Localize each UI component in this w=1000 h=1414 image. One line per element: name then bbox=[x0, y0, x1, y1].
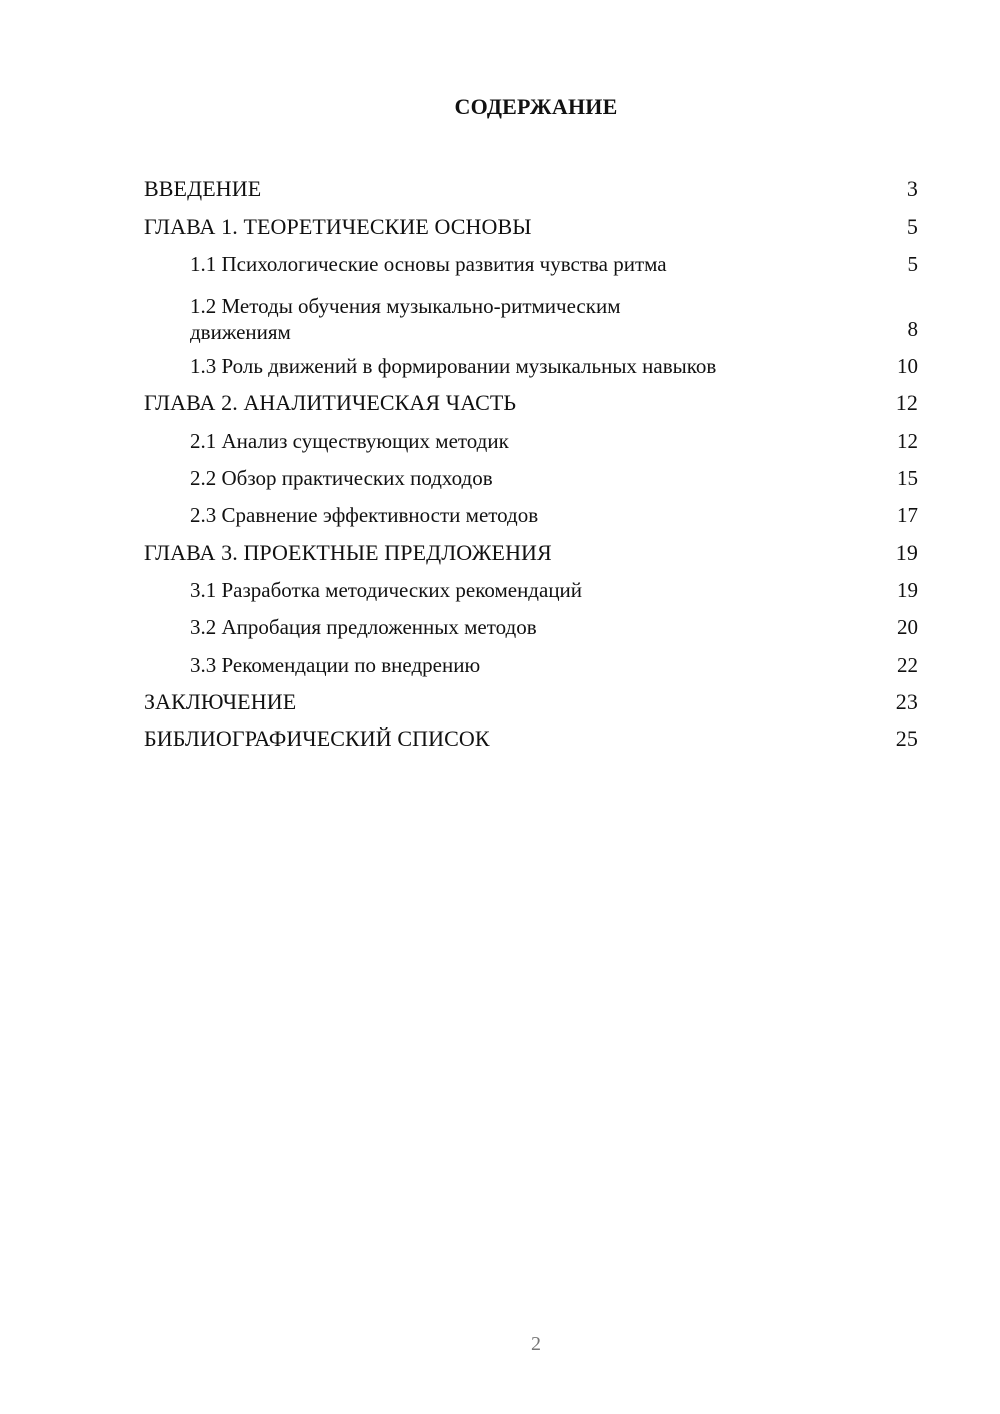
toc-entry-label: 2.1 Анализ существующих методик bbox=[190, 428, 509, 453]
toc-entry-page: 22 bbox=[897, 652, 918, 677]
toc-entry-page: 5 bbox=[906, 213, 918, 239]
toc-entry-page: 17 bbox=[897, 503, 918, 528]
toc-entry-page: 25 bbox=[895, 726, 918, 752]
toc-entry-label: 2.2 Обзор практических подходов bbox=[190, 466, 493, 491]
toc-entry-label: ГЛАВА 3. ПРОЕКТНЫЕ ПРЕДЛОЖЕНИЯ bbox=[144, 539, 552, 565]
toc-entry-label: 1.3 Роль движений в формировании музыкальных навыков bbox=[190, 354, 717, 379]
toc-entry-conclusion[interactable] bbox=[144, 682, 918, 719]
toc-entry-page: 12 bbox=[895, 390, 918, 416]
toc-entry-page: 10 bbox=[897, 354, 918, 379]
toc-entry-page: 19 bbox=[897, 577, 918, 602]
table-of-contents bbox=[144, 169, 918, 756]
toc-entry-chapter-1[interactable] bbox=[144, 206, 918, 243]
page-number: 2 bbox=[531, 1333, 541, 1355]
toc-entry-section-1-3[interactable] bbox=[144, 346, 918, 383]
toc-entry-section-3-3[interactable] bbox=[144, 644, 918, 681]
toc-entry-section-1-1[interactable] bbox=[144, 244, 918, 281]
toc-entry-section-3-2[interactable] bbox=[144, 607, 918, 644]
toc-entry-page: 20 bbox=[897, 615, 918, 640]
toc-entry-label: 3.3 Рекомендации по внедрению bbox=[190, 652, 481, 677]
toc-entry-introduction[interactable] bbox=[144, 169, 918, 206]
toc-entry-section-2-3[interactable] bbox=[144, 495, 918, 532]
toc-entry-label-line-1: 1.2 Методы обучения музыкально-ритмическим bbox=[190, 293, 621, 318]
toc-entry-section-3-1[interactable] bbox=[144, 570, 918, 607]
toc-entry-label: ГЛАВА 1. ТЕОРЕТИЧЕСКИЕ ОСНОВЫ bbox=[144, 213, 532, 239]
toc-entry-label bbox=[190, 293, 878, 346]
toc-entry-page: 19 bbox=[895, 539, 918, 565]
toc-entry-label: ГЛАВА 2. АНАЛИТИЧЕСКАЯ ЧАСТЬ bbox=[144, 390, 517, 416]
toc-entry-label: 3.2 Апробация предложенных методов bbox=[190, 615, 537, 640]
toc-entry-page: 3 bbox=[906, 176, 918, 202]
toc-entry-section-2-1[interactable] bbox=[144, 420, 918, 457]
toc-entry-chapter-3[interactable] bbox=[144, 532, 918, 569]
toc-entry-page: 5 bbox=[907, 251, 918, 276]
toc-entry-section-1-2[interactable] bbox=[144, 281, 918, 346]
toc-entry-page: 8 bbox=[907, 316, 918, 341]
toc-entry-page: 23 bbox=[895, 688, 918, 714]
toc-entry-label: ВВЕДЕНИЕ bbox=[144, 176, 262, 202]
toc-entry-chapter-2[interactable] bbox=[144, 383, 918, 420]
toc-entry-label: ЗАКЛЮЧЕНИЕ bbox=[144, 688, 297, 714]
toc-entry-label: 2.3 Сравнение эффективности методов bbox=[190, 503, 539, 528]
toc-entry-bibliography[interactable] bbox=[144, 719, 918, 756]
toc-entry-page: 15 bbox=[897, 466, 918, 491]
page-title: СОДЕРЖАНИЕ bbox=[454, 94, 618, 119]
toc-entry-label: 3.1 Разработка методических рекомендаций bbox=[190, 577, 583, 602]
toc-entry-label: БИБЛИОГРАФИЧЕСКИЙ СПИСОК bbox=[144, 726, 490, 752]
toc-entry-label: 1.1 Психологические основы развития чувства ритма bbox=[190, 251, 667, 276]
toc-entry-label-line-2: движениям bbox=[190, 319, 291, 344]
toc-entry-page: 12 bbox=[897, 428, 918, 453]
toc-entry-section-2-2[interactable] bbox=[144, 458, 918, 495]
